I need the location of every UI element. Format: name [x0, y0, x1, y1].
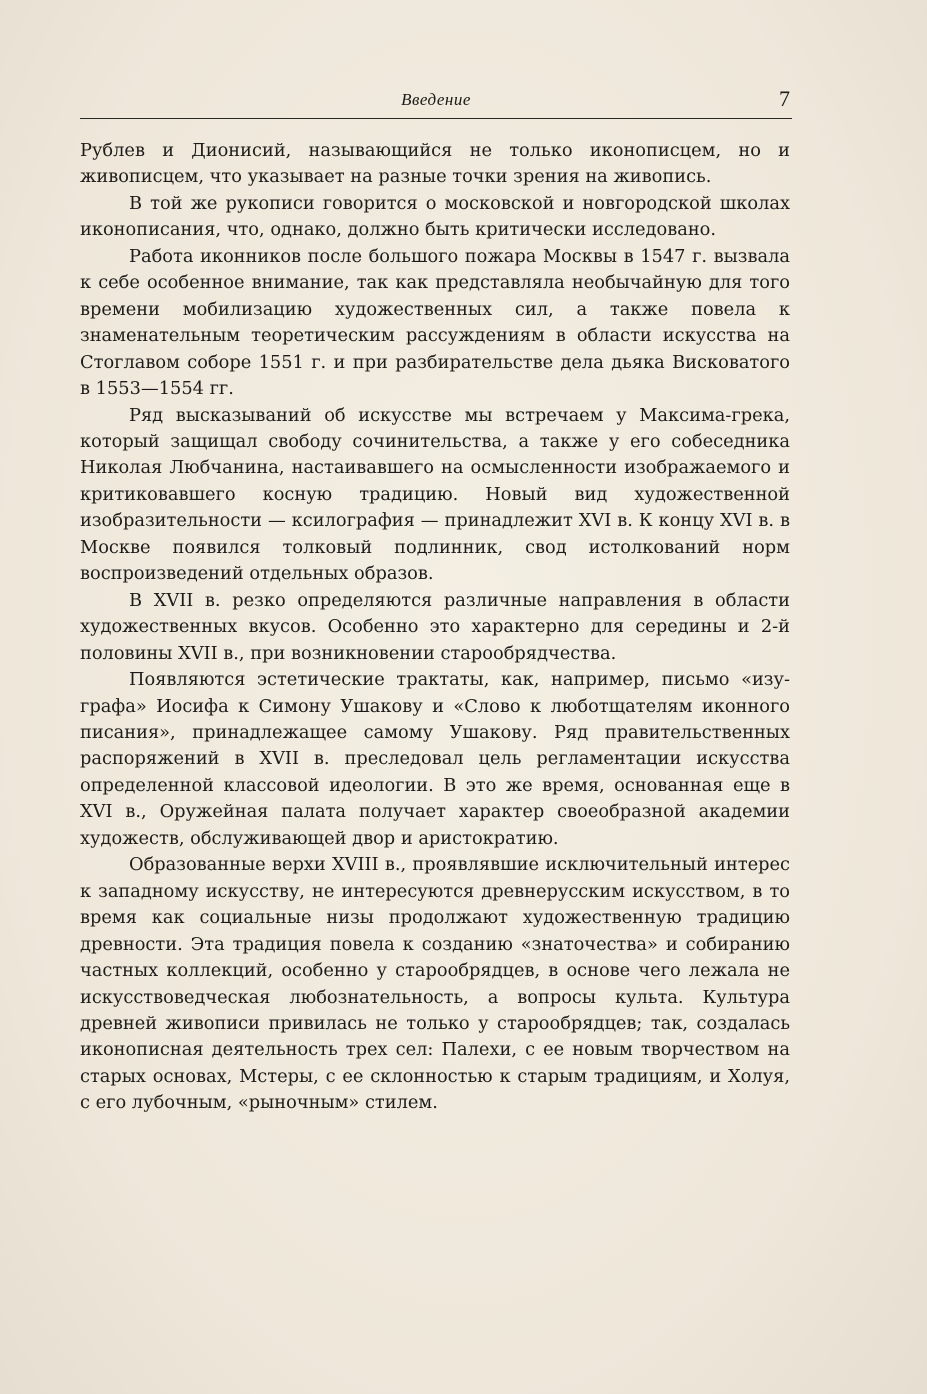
header-rule	[80, 118, 792, 119]
paragraph-5: В XVII в. резко определяются различные направления в области художественных вкусов. Особенно это характерно для середины и 2-й половины XVII в., при возникновении старообрядчества.	[80, 589, 790, 664]
page-number: 7	[779, 86, 790, 111]
body-text	[80, 138, 790, 1117]
paragraph-4: Ряд высказываний об искусстве мы встречаем у Максима-грека, который защищал свободу сочинительства, а также у его собеседника Николая Любчанина, настаивавшего на осмысленности изображаемого и критиковавшего косную традицию. Новый вид художественной изобразительности — ксилография — принадлежит XVI в. К концу XVI в. в Москве появился толковый подлинник, свод истолкований норм воспроизведений отдельных образов.	[80, 404, 790, 585]
paragraph-2: В той же рукописи говорится о московской и новгородской школах иконописания, что, однако, должно быть критически исследовано.	[80, 192, 790, 241]
running-head	[80, 84, 792, 112]
paragraph-7: Образованные верхи XVIII в., проявлявшие исключительный интерес к западному искусству, не интересуются древнерусским искусством, в то время как социальные низы продолжают художественную традицию древности. Эта традиция повела к созданию «знаточества» и собиранию частных коллекций, особенно у старообрядцев, в основе чего лежала не искусствоведческая любознательность, а вопросы культа. Культура древней живописи привилась не только у старообрядцев; так, создалась иконописная деятельность трех сел: Палехи, с ее новым творчеством на старых основах, Мстеры, с ее склонностью к старым традициям, и Холуя, с его лубочным, «рыночным» стилем.	[80, 854, 790, 1114]
paragraph-1: Рублев и Дионисий, называющийся не только иконописцем, но и живописцем, что указывает на разные точки зрения на живопись.	[80, 140, 790, 188]
paragraph-3: Работа иконников после большого пожара Москвы в 1547 г. вызвала к себе особенное внимание, так как представляла необычайную для того времени мобилизацию художественных сил, а также повела к знаменательным теоретическим рассуждениям в области искусства на Стоглавом соборе 1551 г. и при разбирательстве дела дьяка Висковатого в 1553—1554 гг.	[80, 245, 790, 400]
paragraph-6: Появляются эстетические трактаты, как, например, письмо «изуграфа» Иосифа к Симону Ушакову и «Слово к люботщателям иконного писания», принадлежащее самому Ушакову. Ряд правительственных распоряжений в XVII в. преследовал цель регламентации искусства определенной классовой идеологии. В это же время, основанная еще в XVI в., Оружейная палата получает характер своеобразной академии художеств, обслуживающей двор и аристократию.	[80, 669, 790, 849]
running-title: Введение	[401, 90, 471, 109]
